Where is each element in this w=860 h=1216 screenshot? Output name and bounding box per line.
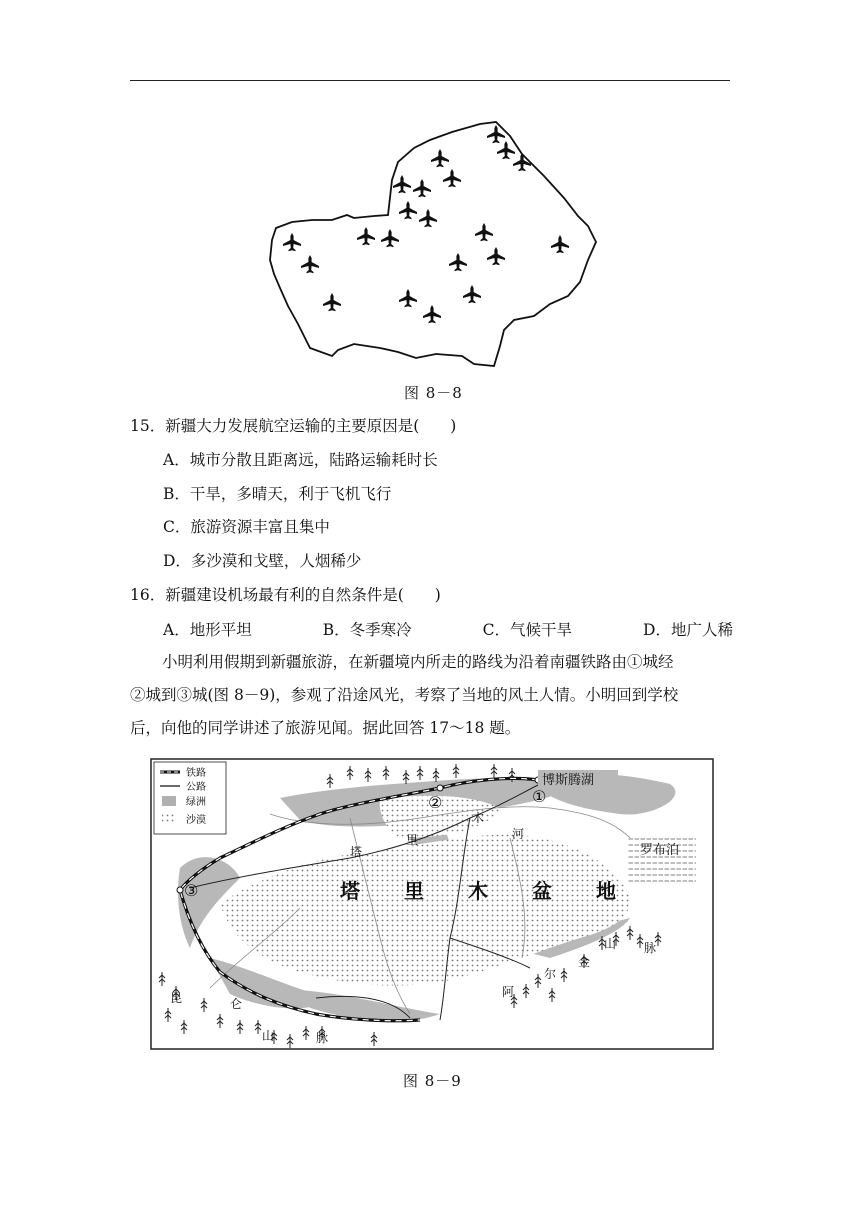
airplane-icon bbox=[393, 175, 411, 193]
basin-char-5: 地 bbox=[596, 879, 616, 903]
q16-option-c[interactable]: C．气候干旱 bbox=[482, 621, 573, 639]
q16-option-b[interactable]: B．冬季寒冷 bbox=[322, 621, 412, 639]
airplane-icon bbox=[423, 305, 441, 323]
xinjiang-airports-map bbox=[262, 110, 602, 370]
airplane-icon bbox=[413, 179, 431, 197]
map-legend bbox=[154, 762, 226, 834]
basin-char-1: 塔 bbox=[340, 879, 360, 903]
airplane-icon bbox=[283, 233, 301, 251]
xinjiang-outline bbox=[270, 122, 596, 366]
legend-railway: 铁路 bbox=[186, 768, 206, 779]
passage bbox=[130, 646, 732, 745]
altun-char-2: 尔 bbox=[544, 967, 557, 981]
airplane-icon bbox=[419, 209, 437, 227]
lop-nur-area bbox=[628, 834, 696, 884]
q15-option-d[interactable]: D．多沙漠和戈壁，人烟稀少 bbox=[163, 552, 362, 570]
basin-char-4: 盆 bbox=[532, 879, 552, 903]
airplane-icon bbox=[301, 255, 319, 273]
basin-char-3: 木 bbox=[468, 879, 488, 903]
river-char-4: 河 bbox=[512, 827, 525, 841]
tarim-basin-map bbox=[150, 758, 714, 1050]
basin-char-2: 里 bbox=[404, 879, 424, 903]
legend-desert: 沙漠 bbox=[186, 815, 206, 826]
q15-option-c[interactable]: C．旅游资源丰富且集中 bbox=[163, 518, 330, 536]
q16-option-d[interactable]: D．地广人稀 bbox=[643, 621, 733, 639]
q16-option-a[interactable]: A．地形平坦 bbox=[163, 621, 252, 639]
airplane-icon bbox=[551, 235, 569, 253]
airplane-icon bbox=[399, 201, 417, 219]
airplane-icon bbox=[323, 293, 341, 311]
city-3-dot bbox=[177, 887, 183, 893]
q15-option-a[interactable]: A．城市分散且距离远，陆路运输耗时长 bbox=[163, 451, 438, 469]
passage-line-1: 小明利用假期到新疆旅游，在新疆境内所走的路线为沿着南疆铁路由①城经 bbox=[162, 653, 674, 671]
label-city-3: ③ bbox=[184, 881, 199, 900]
airplane-icon bbox=[381, 229, 399, 247]
altun-char-5: 脉 bbox=[644, 941, 657, 955]
passage-line-2: ②城到③城(图 8－9)，参观了沿途风光，考察了当地的风土人情。小明回到学校 bbox=[130, 686, 679, 704]
river-char-2: 里 bbox=[406, 833, 419, 847]
altun-char-1: 阿 bbox=[502, 985, 515, 999]
airplane-icon bbox=[449, 253, 467, 271]
airplane-icon bbox=[431, 149, 449, 167]
airplane-icon bbox=[357, 227, 375, 245]
airplane-icon bbox=[399, 289, 417, 307]
label-bosten-lake: 博斯腾湖 bbox=[542, 773, 595, 788]
figure-8-9-caption: 图 8－9 bbox=[403, 1072, 462, 1090]
river-char-1: 塔 bbox=[350, 845, 363, 859]
airplane-icon bbox=[463, 285, 481, 303]
q16-options bbox=[163, 618, 733, 640]
airplane-icon bbox=[487, 247, 505, 265]
airplane-icon bbox=[513, 153, 531, 171]
altun-char-4: 山 bbox=[604, 937, 617, 951]
legend-road: 公路 bbox=[186, 782, 206, 793]
passage-line-3: 后，向他的同学讲述了旅游见闻。据此回答 17～18 题。 bbox=[130, 719, 521, 737]
altun-char-3: 金 bbox=[578, 955, 591, 969]
q15-option-b[interactable]: B．干旱，多晴天，利于飞机飞行 bbox=[163, 485, 392, 503]
kunlun-char-2: 仑 bbox=[230, 997, 243, 1011]
kunlun-char-4: 脉 bbox=[316, 1031, 329, 1045]
city-2-dot bbox=[437, 785, 443, 791]
q16-stem: 16．新疆建设机场最有利的自然条件是( ) bbox=[130, 586, 441, 604]
airplane-icon bbox=[443, 169, 461, 187]
legend-oasis: 绿洲 bbox=[186, 797, 206, 808]
header-rule bbox=[130, 80, 730, 81]
label-city-2: ② bbox=[428, 793, 443, 812]
kunlun-char-1: 昆 bbox=[170, 991, 183, 1005]
airplane-icon bbox=[475, 223, 493, 241]
airplane-icon bbox=[497, 141, 515, 159]
river-char-3: 木 bbox=[472, 811, 485, 825]
q15-stem: 15．新疆大力发展航空运输的主要原因是( ) bbox=[130, 417, 457, 435]
label-lop-nur: 罗布泊 bbox=[640, 843, 680, 858]
label-city-1: ① bbox=[532, 787, 547, 806]
kunlun-char-3: 山 bbox=[262, 1029, 275, 1043]
figure-8-8-caption: 图 8－8 bbox=[404, 384, 463, 402]
